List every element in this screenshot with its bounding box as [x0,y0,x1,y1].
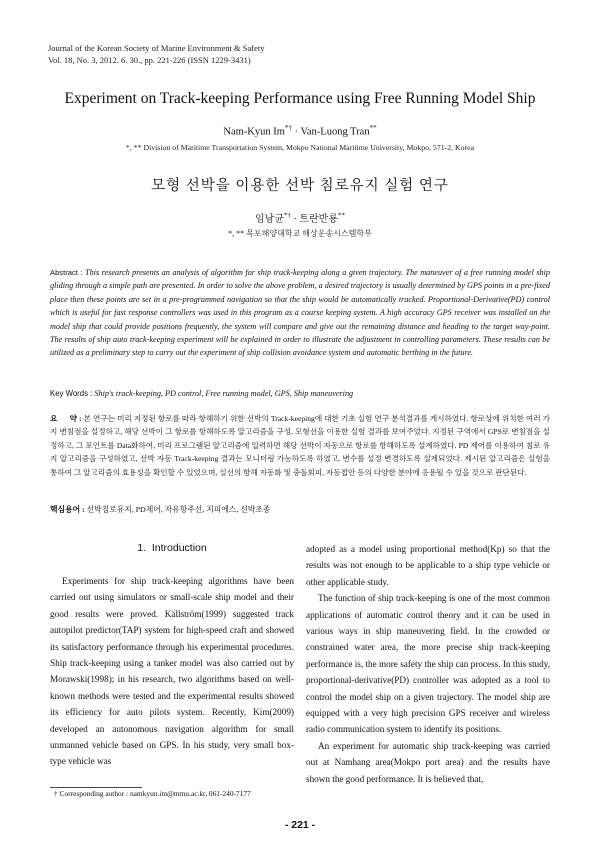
journal-header [48,42,264,66]
korean-author-1: 임남균 [255,214,284,225]
abstract-label: Abstract : [50,268,83,277]
korean-abstract [50,412,550,479]
abstract [50,266,550,360]
abstract-text: This research presents an analysis of algorithm for ship track-keeping along a given trajectory. The maneuver of a free running model ship gliding through a simple path are presented. In order to solve the above problem, a desired trajectory is usually determined by GPS points in a pre-fixed place then these points are set in a pre-programmed navigation so that the ship would be automatically tracked. Proportional-Derivative(PD) control which is useful for fast response controllers was used in this program as a course keeping system. A high accuracy GPS receiver was installed on the model ship that could provide positions frequently, the system will compare and give out the remaining distance and heading to the target way-point. The results of ship auto track-keeping experiment will be explained in order to illustrate the adjustment in controlling parameters. These results can be utilized as a preliminary step to carry out the experiment of ship collision avoidance system and automatic berthing in the future. [50,268,550,358]
korean-abstract-label: 요 약 : [50,414,82,423]
korean-title: 모형 선박을 이용한 선박 침로유지 실험 연구 [151,178,449,194]
section-heading-introduction: 1. Introduction [137,542,207,554]
author-separator: · [291,126,301,138]
keywords-text: Ship's track-keeping, PD control, Free running model, GPS, Ship maneuvering [92,389,354,398]
keywords [50,389,550,398]
korean-keywords-text: 선박침로유지, PD제어, 자유항주선, 지피에스, 선박조종 [84,505,271,514]
footnote-rule [50,787,142,788]
author-1: Nam-Kyun Im [223,126,285,138]
korean-author-line [0,210,600,225]
right-column [306,541,550,787]
intro-paragraph-1: Experiments for ship track-keeping algorithms have been carried out using simulators or small-scale ship model and their good results were proved. Källström(1999) suggested track autopilot predictor(TAP) system for high-speed craft and showed its satisfactory performance through his experimental procedures. Ship track-keeping using a tanker model was also carried out by Morawski(1998); in his research, two algorithms based on well-known methods were tested and the experimental results showed its efficiency for auto pilots system. Recently, Kim(2009) developed an autonomous navigation algorithm for small unmanned vehicle based on GPS. In his study, very small box-type vehicle was [50,576,294,767]
journal-name: Journal of the Korean Society of Marine Environment & Safety [48,43,265,53]
author-1-mark: *† [284,124,292,132]
korean-abstract-text: 본 연구는 미리 지정된 항로를 따라 항해하기 위한 선박의 Track-keeping에 대한 기초 실험 연구 분석결과를 게시하였다. 항로상에 위치한 여러 가지 변침점을 설정하고, 해당 선박이 그 항로를 항해하도록 알고리즘을 구성, 모형선을 이용한 실험 결과를 보여주었다. 지정된 구역에서 GPS로 변침점을 설정하고, 그 포인트를 Data화하여, 미리 프로그램된 알고리즘에 입력하면 해당 선박이 자동으로 항로를 항해하도록 설계하였다. PD 제어를 이용하여 침로 유지 알고리즘을 구성하였고, 선박 자동 Track-keeping 결과는 모니터링 가능하도록 하였고, 변수를 설정 변경하도록 설계되었다. 제시된 알고리즘은 실험을 통하여 그 알고리즘의 효용성을 확인할 수 있었으며, 실선의 항해 자동화 및 충돌회피, 자동접안 등의 다양한 분야에 응용될 수 있을 것으로 판단된다. [50,414,550,477]
author-line [0,124,600,138]
author-affiliation: *, ** Division of Maritime Transportation System, Mokpo National Maritime University, Mokpo, 571-2, Korea [125,143,475,152]
journal-volume: Vol. 18, No. 3, 2012. 6. 30., pp. 221-226 (ISSN 1229-3431) [48,55,251,65]
author-2: Van-Luong Tran [300,126,370,138]
corresponding-author-footnote: † Corresponding author : namkyun.im@mmu.ac.kr, 061-240-7177 [54,789,251,798]
author-2-mark: ** [369,124,377,132]
intro-paragraph-3: An experiment for automatic ship track-keeping was carried out at Namhang area(Mokpo port area) and the results have shown the good performance. It is believed that, [306,740,550,784]
keywords-label: Key Words : [50,389,93,398]
korean-author-2: 트란반룡 [299,214,338,225]
korean-author-separator: · [291,214,300,225]
intro-paragraph-2: The function of ship track-keeping is one of the most common applications of automatic control theory and it can be used in various ways in ship maneuvering field. In the crowded or constrained water area, the more precise ship track-keeping performance is, the more safety the ship can process. In this study, proportional-derivative(PD) controller was adopted as a tool to control the model ship on a given trajectory. The model ship are equipped with a very high precision GPS receiver and wireless radio communication system to identify its positions. [306,593,550,735]
korean-keywords-label: 핵심용어 : [50,505,85,514]
korean-author-1-mark: *† [284,211,291,220]
left-column [50,573,294,770]
intro-paragraph-1-cont: adopted as a model using proportional method(Kp) so that the results was not enough to be applicable to a ship type vehicle or other applicable study. [306,544,550,587]
korean-affiliation: *, ** 목포해양대학교 해상운송시스템학부 [228,229,372,238]
korean-keywords [50,504,550,515]
paper-title: Experiment on Track-keeping Performance using Free Running Model Ship [64,90,536,107]
page-number: - 221 - [284,819,316,831]
korean-author-2-mark: ** [337,211,345,220]
